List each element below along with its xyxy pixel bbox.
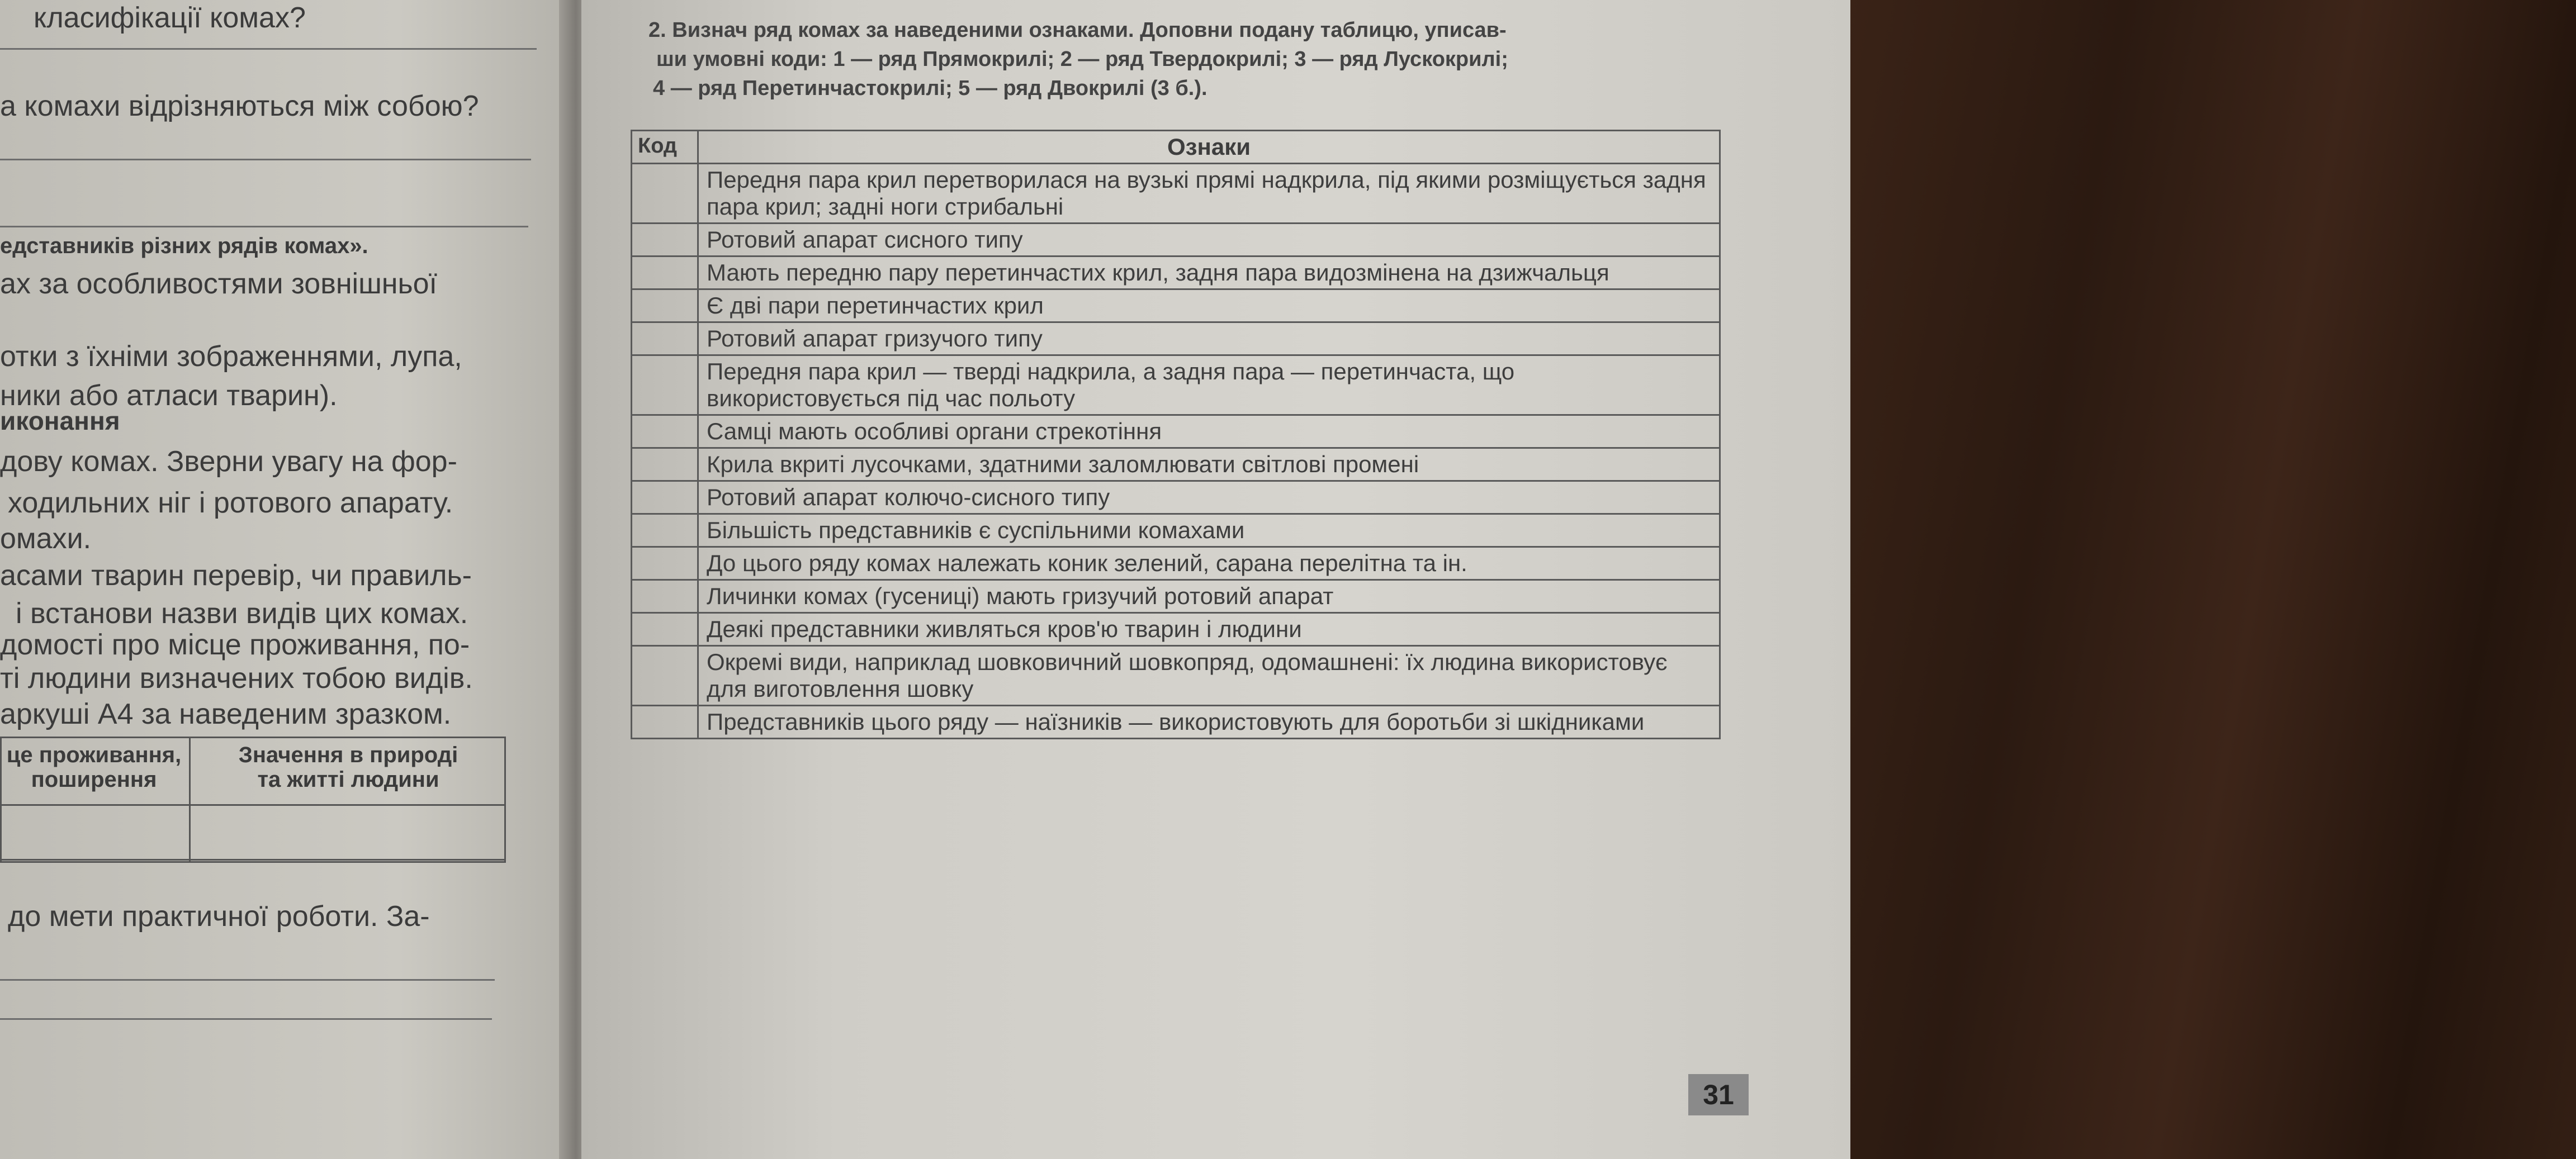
sign-cell: Ротовий апарат сисного типу (698, 224, 1720, 256)
left-page-heading: иконання (0, 406, 120, 435)
code-cell[interactable] (632, 355, 698, 415)
left-page-text-line: аркуші А4 за наведеним зразком. (0, 698, 452, 730)
code-cell[interactable] (632, 256, 698, 289)
left-page-text-line: до мети практичної роботи. За- (8, 900, 430, 933)
sign-cell: Передня пара крил — тверді надкрила, а задня пара — перетинчаста, що використовується під час польоту (698, 355, 1720, 415)
left-page-text-line: ах за особливостями зовнішньої (0, 268, 437, 300)
table-divider (2, 804, 504, 806)
code-cell[interactable] (632, 613, 698, 646)
insect-order-table (631, 130, 1721, 739)
sign-cell: Самці мають особливі органи стрекотіння (698, 415, 1720, 448)
answer-line (0, 48, 537, 50)
answer-line (0, 159, 531, 160)
left-page-text-line: едставників різних рядів комах». (0, 234, 368, 258)
left-page-text-line: омахи. (0, 522, 92, 555)
table-row (632, 481, 1720, 514)
code-cell[interactable] (632, 164, 698, 224)
task-instructions (648, 16, 1744, 103)
header-signs: Ознаки (698, 131, 1720, 164)
table-surface-background (1845, 0, 2576, 1159)
left-page-text-line: асами тварин перевір, чи правиль- (0, 559, 472, 592)
sign-cell: Личинки комах (гусениці) мають гризучий ротовий апарат (698, 580, 1720, 613)
code-cell[interactable] (632, 547, 698, 580)
table-divider (189, 738, 191, 861)
code-cell[interactable] (632, 322, 698, 355)
table-row (632, 256, 1720, 289)
table-row (632, 547, 1720, 580)
report-template-table (0, 737, 506, 863)
table-divider (2, 859, 504, 861)
left-page-text-line: а комахи відрізняються між собою? (0, 90, 479, 122)
left-page-text-line: і встанови назви видів цих комах. (16, 597, 468, 630)
code-cell[interactable] (632, 580, 698, 613)
code-cell[interactable] (632, 706, 698, 739)
table-header-line: це проживання, (6, 743, 182, 767)
code-cell[interactable] (632, 289, 698, 322)
sign-cell: Передня пара крил перетворилася на вузькі прямі надкрила, під якими розміщується задня пара крил; задні ноги стрибальні (698, 164, 1720, 224)
table-header-line: Значення в природі (238, 743, 458, 767)
sign-cell: Деякі представники живляться кров'ю тварин і людини (698, 613, 1720, 646)
left-page (0, 0, 570, 1159)
sign-cell: Ротовий апарат колючо-сисного типу (698, 481, 1720, 514)
left-page-text-line: ходильних ніг і ротового апарату. (8, 487, 453, 519)
code-cell[interactable] (632, 448, 698, 481)
left-page-text-line: дову комах. Зверни увагу на фор- (0, 445, 457, 478)
answer-line (0, 1018, 492, 1020)
table-row (632, 289, 1720, 322)
table-row (632, 224, 1720, 256)
code-cell[interactable] (632, 646, 698, 706)
table-row (632, 580, 1720, 613)
left-page-text-line: ті людини визначених тобою видів. (0, 662, 473, 695)
sign-cell: Мають передню пару перетинчастих крил, задня пара видозмінена на дзижчальця (698, 256, 1720, 289)
table-row (632, 514, 1720, 547)
left-page-text-line: домості про місце проживання, по- (0, 629, 470, 661)
table-row (632, 448, 1720, 481)
sign-cell: До цього ряду комах належать коник зелений, сарана перелітна та ін. (698, 547, 1720, 580)
sign-cell: Ротовий апарат гризучого типу (698, 322, 1720, 355)
code-cell[interactable] (632, 514, 698, 547)
table-row (632, 706, 1720, 739)
task-line: 4 — ряд Перетинчастокрилі; 5 — ряд Двокрилі (3 б.). (653, 77, 1208, 100)
code-cell[interactable] (632, 415, 698, 448)
left-page-text-line: класифікації комах? (34, 2, 306, 34)
table-header-habitat (2, 743, 186, 792)
table-row (632, 164, 1720, 224)
sign-cell: Представників цього ряду — наїзників — використовують для боротьби зі шкідниками (698, 706, 1720, 739)
left-page-text-line: отки з їхніми зображеннями, лупа, (0, 340, 462, 373)
table-row (632, 613, 1720, 646)
table-header-line: та житті людини (257, 767, 439, 792)
left-page-text-line: ники або атласи тварин). (0, 379, 338, 412)
header-code: Код (632, 131, 698, 164)
sign-cell: Окремі види, наприклад шовковичний шовкопряд, одомашнені: їх людина використовує для виготовлення шовку (698, 646, 1720, 706)
table-row (632, 646, 1720, 706)
sign-cell: Крила вкриті лусочками, здатними заломлювати світлові промені (698, 448, 1720, 481)
code-cell[interactable] (632, 224, 698, 256)
answer-line (0, 979, 495, 981)
table-header-line: поширення (31, 767, 157, 792)
table-row (632, 415, 1720, 448)
task-line: ши умовні коди: 1 — ряд Прямокрилі; 2 — ряд Твердокрилі; 3 — ряд Лускокрилі; (656, 48, 1508, 71)
code-cell[interactable] (632, 481, 698, 514)
table-header-significance (192, 743, 505, 792)
task-line: 2. Визнач ряд комах за наведеними ознаками. Доповни подану таблицю, уписав- (648, 18, 1507, 42)
table-row (632, 322, 1720, 355)
page-number: 31 (1688, 1074, 1749, 1115)
table-row (632, 355, 1720, 415)
table-header-row (632, 131, 1720, 164)
sign-cell: Є дві пари перетинчастих крил (698, 289, 1720, 322)
answer-line (0, 226, 528, 227)
sign-cell: Більшість представників є суспільними комахами (698, 514, 1720, 547)
